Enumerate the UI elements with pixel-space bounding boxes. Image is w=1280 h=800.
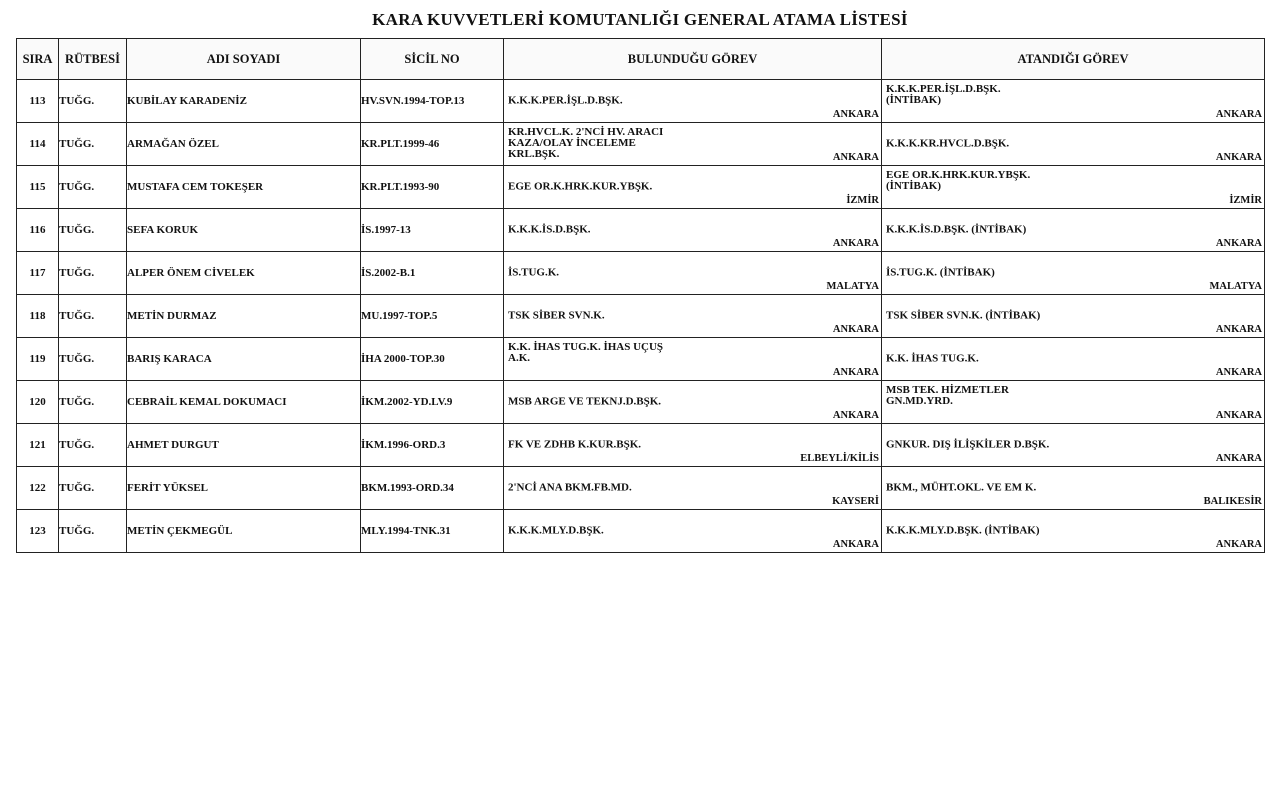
table-row (17, 209, 1265, 252)
cell-rutbe: TUĞG. (59, 467, 127, 510)
atandigi-gorev-city: ANKARA (1215, 238, 1262, 249)
bulundugu-gorev-text: K.K.K.MLY.D.BŞK. (508, 524, 604, 537)
column-header-rutbe: RÜTBESİ (59, 39, 127, 80)
cell-bulundugu-gorev (504, 166, 882, 209)
cell-atandigi-gorev (882, 80, 1265, 123)
atandigi-gorev-text: TSK SİBER SVN.K. (İNTİBAK) (886, 309, 1041, 322)
bulundugu-gorev-text: K.K. İHAS TUG.K. İHAS UÇUŞ A.K. (508, 341, 664, 364)
assignment-table (16, 38, 1265, 553)
bulundugu-gorev-text: EGE OR.K.HRK.KUR.YBŞK. (508, 180, 653, 193)
atandigi-gorev-text: K.K.K.İS.D.BŞK. (İNTİBAK) (886, 223, 1027, 236)
atandigi-gorev-text: EGE OR.K.HRK.KUR.YBŞK. (İNTİBAK) (886, 169, 1031, 192)
cell-rutbe: TUĞG. (59, 123, 127, 166)
atandigi-gorev-city: ANKARA (1215, 410, 1262, 421)
cell-adi-soyadi: FERİT YÜKSEL (127, 467, 361, 510)
atandigi-gorev-text: GNKUR. DIŞ İLİŞKİLER D.BŞK. (886, 438, 1050, 451)
table-header-row (17, 39, 1265, 80)
cell-sicil-no: KR.PLT.1999-46 (361, 123, 504, 166)
cell-sira: 122 (17, 467, 59, 510)
cell-atandigi-gorev (882, 510, 1265, 553)
cell-bulundugu-gorev (504, 209, 882, 252)
atandigi-gorev-city: ANKARA (1215, 539, 1262, 550)
cell-bulundugu-gorev (504, 338, 882, 381)
cell-adi-soyadi: METİN ÇEKMEGÜL (127, 510, 361, 553)
table-row (17, 252, 1265, 295)
cell-bulundugu-gorev (504, 510, 882, 553)
bulundugu-gorev-city: ELBEYLİ/KİLİS (800, 453, 879, 464)
cell-sicil-no: HV.SVN.1994-TOP.13 (361, 80, 504, 123)
column-header-adi-soyadi: ADI SOYADI (127, 39, 361, 80)
cell-rutbe: TUĞG. (59, 424, 127, 467)
cell-sira: 117 (17, 252, 59, 295)
bulundugu-gorev-text: KR.HVCL.K. 2'NCİ HV. ARACI KAZA/OLAY İNCELEME KRL.BŞK. (508, 126, 664, 160)
cell-adi-soyadi: SEFA KORUK (127, 209, 361, 252)
bulundugu-gorev-text: MSB ARGE VE TEKNJ.D.BŞK. (508, 395, 662, 408)
document-title: KARA KUVVETLERİ KOMUTANLIĞI GENERAL ATAMA LİSTESİ (372, 10, 908, 29)
cell-rutbe: TUĞG. (59, 209, 127, 252)
cell-atandigi-gorev (882, 252, 1265, 295)
cell-sira: 116 (17, 209, 59, 252)
bulundugu-gorev-text: K.K.K.PER.İŞL.D.BŞK. (508, 94, 623, 107)
cell-sira: 115 (17, 166, 59, 209)
cell-atandigi-gorev (882, 467, 1265, 510)
column-header-sicil-no: SİCİL NO (361, 39, 504, 80)
atandigi-gorev-text: K.K.K.KR.HVCL.D.BŞK. (886, 137, 1010, 150)
bulundugu-gorev-text: K.K.K.İS.D.BŞK. (508, 223, 591, 236)
cell-adi-soyadi: ALPER ÖNEM CİVELEK (127, 252, 361, 295)
cell-adi-soyadi: METİN DURMAZ (127, 295, 361, 338)
cell-sira: 120 (17, 381, 59, 424)
column-header-sira: SIRA (17, 39, 59, 80)
cell-adi-soyadi: BARIŞ KARACA (127, 338, 361, 381)
cell-rutbe: TUĞG. (59, 166, 127, 209)
cell-atandigi-gorev (882, 166, 1265, 209)
atandigi-gorev-city: ANKARA (1215, 453, 1262, 464)
atandigi-gorev-text: BKM., MÜHT.OKL. VE EM K. (886, 481, 1037, 494)
column-header-atandigi-gorev: ATANDIĞI GÖREV (882, 39, 1265, 80)
cell-atandigi-gorev (882, 381, 1265, 424)
bulundugu-gorev-text: 2'NCİ ANA BKM.FB.MD. (508, 481, 632, 494)
bulundugu-gorev-city: ANKARA (832, 324, 879, 335)
table-row (17, 166, 1265, 209)
cell-bulundugu-gorev (504, 424, 882, 467)
bulundugu-gorev-city: ANKARA (832, 238, 879, 249)
cell-atandigi-gorev (882, 338, 1265, 381)
atandigi-gorev-city: ANKARA (1215, 324, 1262, 335)
cell-bulundugu-gorev (504, 295, 882, 338)
cell-bulundugu-gorev (504, 467, 882, 510)
cell-sira: 123 (17, 510, 59, 553)
atandigi-gorev-text: MSB TEK. HİZMETLER GN.MD.YRD. (886, 384, 1009, 407)
table-row (17, 338, 1265, 381)
cell-sira: 121 (17, 424, 59, 467)
atandigi-gorev-city: BALIKESİR (1203, 496, 1262, 507)
cell-sicil-no: İKM.1996-ORD.3 (361, 424, 504, 467)
cell-rutbe: TUĞG. (59, 80, 127, 123)
cell-atandigi-gorev (882, 209, 1265, 252)
atandigi-gorev-city: MALATYA (1209, 281, 1262, 292)
cell-adi-soyadi: MUSTAFA CEM TOKEŞER (127, 166, 361, 209)
cell-sicil-no: MU.1997-TOP.5 (361, 295, 504, 338)
column-header-bulundugu-gorev: BULUNDUĞU GÖREV (504, 39, 882, 80)
cell-bulundugu-gorev (504, 123, 882, 166)
cell-adi-soyadi: KUBİLAY KARADENİZ (127, 80, 361, 123)
atandigi-gorev-text: K.K. İHAS TUG.K. (886, 352, 979, 365)
bulundugu-gorev-city: ANKARA (832, 539, 879, 550)
cell-adi-soyadi: CEBRAİL KEMAL DOKUMACI (127, 381, 361, 424)
atandigi-gorev-city: ANKARA (1215, 367, 1262, 378)
cell-sicil-no: İS.1997-13 (361, 209, 504, 252)
bulundugu-gorev-city: ANKARA (832, 410, 879, 421)
cell-atandigi-gorev (882, 424, 1265, 467)
cell-rutbe: TUĞG. (59, 338, 127, 381)
cell-atandigi-gorev (882, 123, 1265, 166)
atandigi-gorev-text: K.K.K.PER.İŞL.D.BŞK. (İNTİBAK) (886, 83, 1001, 106)
table-row (17, 467, 1265, 510)
cell-sicil-no: KR.PLT.1993-90 (361, 166, 504, 209)
table-row (17, 381, 1265, 424)
cell-bulundugu-gorev (504, 381, 882, 424)
bulundugu-gorev-city: İZMİR (846, 195, 879, 206)
bulundugu-gorev-city: ANKARA (832, 109, 879, 120)
bulundugu-gorev-city: KAYSERİ (832, 496, 879, 507)
table-row (17, 295, 1265, 338)
cell-adi-soyadi: AHMET DURGUT (127, 424, 361, 467)
cell-sira: 114 (17, 123, 59, 166)
atandigi-gorev-city: ANKARA (1215, 109, 1262, 120)
bulundugu-gorev-city: MALATYA (826, 281, 879, 292)
bulundugu-gorev-text: FK VE ZDHB K.KUR.BŞK. (508, 438, 642, 451)
table-row (17, 123, 1265, 166)
cell-sira: 113 (17, 80, 59, 123)
cell-sicil-no: BKM.1993-ORD.34 (361, 467, 504, 510)
bulundugu-gorev-city: ANKARA (832, 152, 879, 163)
cell-rutbe: TUĞG. (59, 510, 127, 553)
cell-atandigi-gorev (882, 295, 1265, 338)
cell-sira: 119 (17, 338, 59, 381)
cell-sira: 118 (17, 295, 59, 338)
atandigi-gorev-text: İS.TUG.K. (İNTİBAK) (886, 266, 995, 279)
table-row (17, 80, 1265, 123)
cell-sicil-no: MLY.1994-TNK.31 (361, 510, 504, 553)
atandigi-gorev-city: İZMİR (1229, 195, 1262, 206)
cell-rutbe: TUĞG. (59, 381, 127, 424)
cell-sicil-no: İS.2002-B.1 (361, 252, 504, 295)
cell-rutbe: TUĞG. (59, 295, 127, 338)
cell-bulundugu-gorev (504, 80, 882, 123)
cell-bulundugu-gorev (504, 252, 882, 295)
atandigi-gorev-text: K.K.K.MLY.D.BŞK. (İNTİBAK) (886, 524, 1040, 537)
table-row (17, 510, 1265, 553)
table-row (17, 424, 1265, 467)
cell-sicil-no: İHA 2000-TOP.30 (361, 338, 504, 381)
atandigi-gorev-city: ANKARA (1215, 152, 1262, 163)
bulundugu-gorev-city: ANKARA (832, 367, 879, 378)
cell-sicil-no: İKM.2002-YD.LV.9 (361, 381, 504, 424)
bulundugu-gorev-text: TSK SİBER SVN.K. (508, 309, 605, 322)
cell-rutbe: TUĞG. (59, 252, 127, 295)
cell-adi-soyadi: ARMAĞAN ÖZEL (127, 123, 361, 166)
bulundugu-gorev-text: İS.TUG.K. (508, 266, 560, 279)
